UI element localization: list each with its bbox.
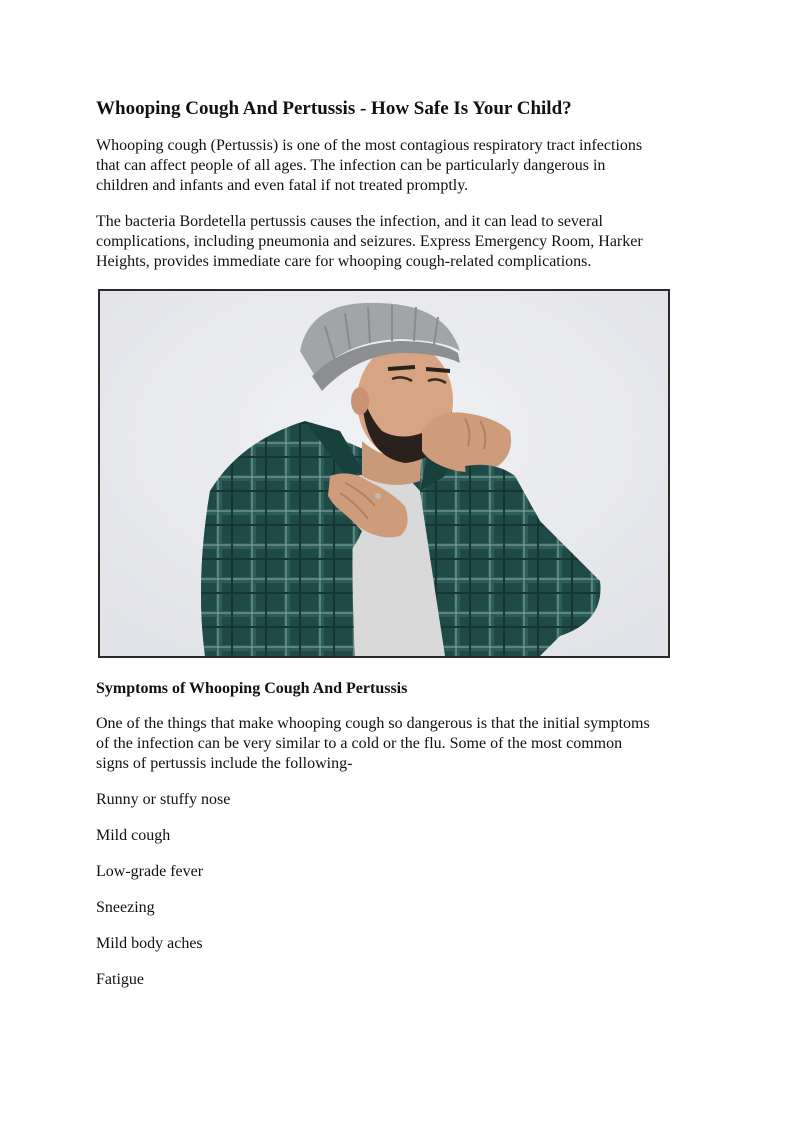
- article-title: Whooping Cough And Pertussis - How Safe Is Your Child?: [96, 98, 572, 119]
- symptoms-heading: Symptoms of Whooping Cough And Pertussis: [96, 680, 408, 697]
- symptom-item: Runny or stuffy nose: [96, 791, 231, 808]
- cause-paragraph: [96, 212, 701, 272]
- symptoms-intro-line: One of the things that make whooping cough so dangerous is that the initial symptoms: [96, 715, 650, 732]
- symptom-item: Low-grade fever: [96, 863, 204, 880]
- symptoms-intro-line: signs of pertussis include the following-: [96, 755, 353, 772]
- symptom-item: Mild body aches: [96, 935, 203, 952]
- intro-line: Whooping cough (Pertussis) is one of the most contagious respiratory tract infections: [96, 137, 643, 154]
- symptom-item: Fatigue: [96, 971, 144, 988]
- intro-line: children and infants and even fatal if not treated promptly.: [96, 177, 469, 194]
- man-coughing-photo: [98, 289, 670, 658]
- symptom-item: Sneezing: [96, 899, 155, 916]
- intro-line: that can affect people of all ages. The infection can be particularly dangerous in: [96, 157, 606, 174]
- symptoms-intro-line: of the infection can be very similar to a cold or the flu. Some of the most common: [96, 735, 623, 752]
- symptom-item: Mild cough: [96, 827, 171, 844]
- cause-line: The bacteria Bordetella pertussis causes the infection, and it can lead to several: [96, 213, 603, 230]
- man-coughing-illustration: [100, 291, 668, 656]
- symptoms-list: [96, 790, 230, 1006]
- cause-line: complications, including pneumonia and seizures. Express Emergency Room, Harker: [96, 233, 643, 250]
- intro-paragraph: [96, 136, 701, 196]
- symptoms-intro-paragraph: [96, 714, 701, 774]
- cause-line: Heights, provides immediate care for whooping cough-related complications.: [96, 253, 592, 270]
